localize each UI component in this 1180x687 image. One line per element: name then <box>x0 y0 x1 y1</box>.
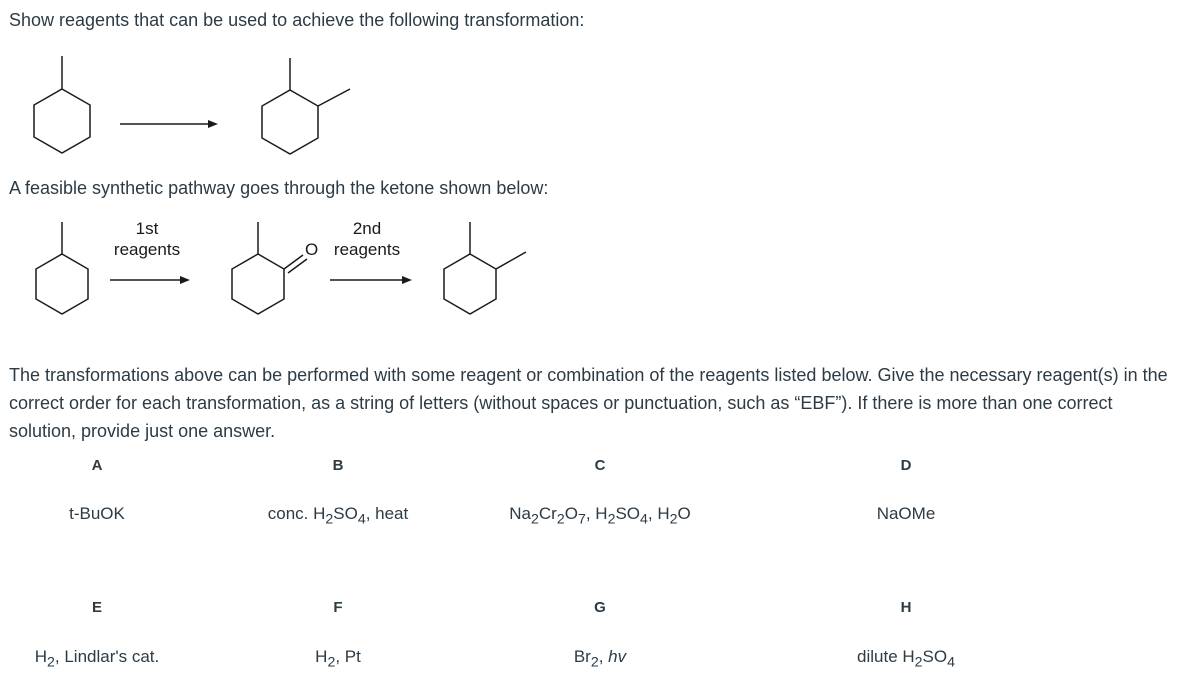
question-prompt: Show reagents that can be used to achieve the following transformation: <box>9 10 585 30</box>
reagent-c: $Na_2Cr_2O_7$, $H_2SO_4$, $H_2O$ <box>509 504 691 528</box>
reagent-d: NaOMe <box>876 504 936 523</box>
pathway-product-structure <box>444 222 526 314</box>
pathway-start-structure <box>36 222 88 314</box>
reagent-letter-f: F <box>333 599 343 616</box>
reagent-letter-d: D <box>900 457 912 474</box>
step2-label-line1: 2nd <box>352 219 382 238</box>
step2-label-line2: reagents <box>333 240 401 259</box>
reagent-letter-b: B <box>332 457 344 474</box>
instructions-text: The transformations above can be performed with some reagent or combination of the reagents listed below. Give the necessary reagent(s) in the correct order for each transformation, as a string of letters (without spaces or punctuation, such as “EBF”). If there is more than one correct solution, provide just one answer. <box>9 365 1168 441</box>
reagent-e: $H_2$, Lindlar's cat. <box>34 647 160 671</box>
pathway-scheme <box>0 0 1180 330</box>
step1-label <box>104 218 190 260</box>
reagent-h: dilute $H_2SO_4$ <box>857 647 955 671</box>
step1-arrow <box>110 276 190 284</box>
pathway-text: A feasible synthetic pathway goes through the ketone shown below: <box>9 178 549 198</box>
reagent-letter-c: C <box>594 457 606 474</box>
reagent-letter-a: A <box>91 457 103 474</box>
reagent-g: $Br_2$, hv <box>573 647 627 671</box>
reagent-a: t-BuOK <box>69 504 125 523</box>
step1-label-line1: 1st <box>135 219 159 238</box>
step2-arrow <box>330 276 412 284</box>
reagent-letter-g: G <box>594 599 606 616</box>
ketone-oxygen-label: O <box>305 240 319 259</box>
step1-label-line2: reagents <box>113 240 181 259</box>
reagent-f: $H_2$, Pt <box>315 647 361 671</box>
step2-label <box>324 218 410 260</box>
reagent-b: conc. $H_2SO_4$, heat <box>267 504 409 528</box>
reagent-letter-e: E <box>91 599 102 616</box>
ketone-structure <box>232 222 307 314</box>
reagent-letter-h: H <box>900 599 912 616</box>
